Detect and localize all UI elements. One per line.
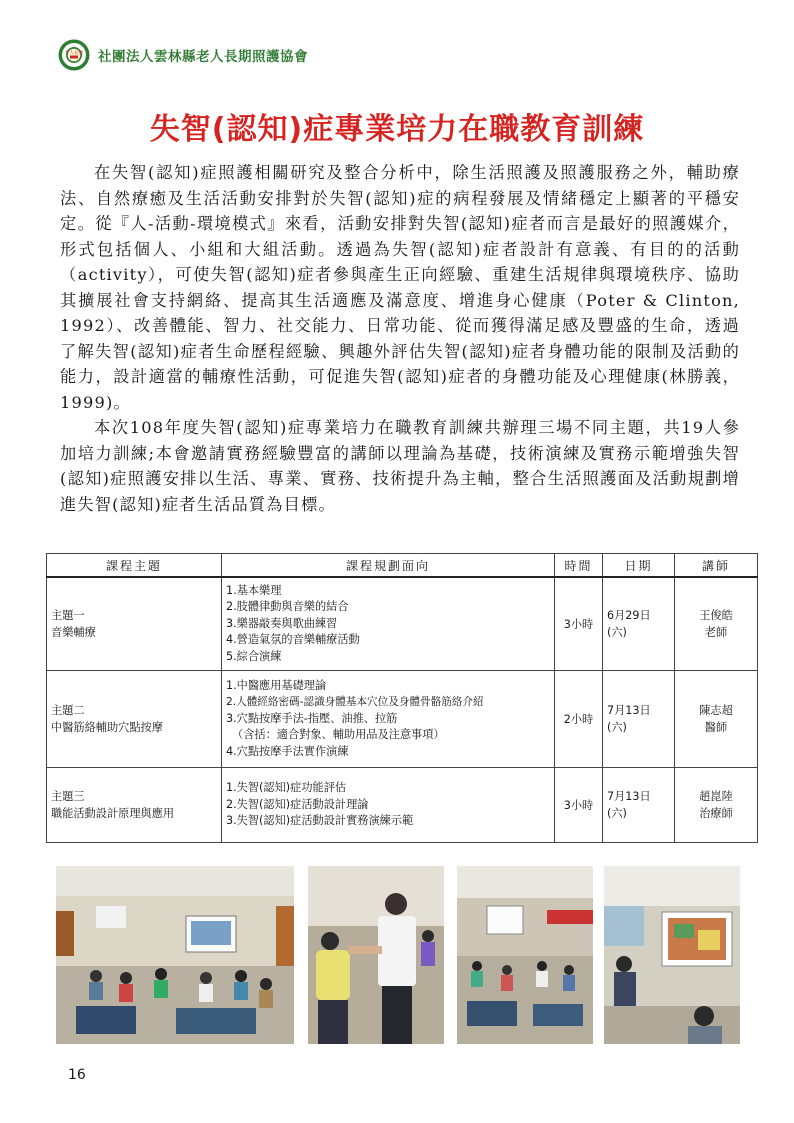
- photo-presentation: [604, 866, 740, 1044]
- teacher-cell: [675, 671, 758, 768]
- photo-workshop: [457, 866, 593, 1044]
- header-date: 日期: [603, 554, 675, 578]
- photo-massage-demo: [308, 866, 444, 1044]
- date-cell: [603, 671, 675, 768]
- plan-item: 5.綜合演練: [226, 649, 282, 663]
- plan-item: 1.基本樂理: [226, 583, 282, 597]
- teacher-name: 趙崑陸: [699, 790, 733, 803]
- date-cell: [603, 768, 675, 843]
- teacher-name: 王俊皓: [699, 609, 733, 622]
- teacher-cell: [675, 768, 758, 843]
- table-row: [47, 768, 758, 843]
- photo-classroom: [56, 866, 294, 1044]
- topic-name: 中醫筋絡輔助穴點按摩: [51, 721, 163, 734]
- paragraph-summary: 本次108年度失智(認知)症專業培力在職教育訓練共辦理三場不同主題，共19人參加培力訓練;本會邀請實務經驗豐富的講師以理論為基礎，技術演練及實務示範增強失智(認知)症照護安排以生活、專業、實務、技術提升為主軸，整合生活照護面及活動規劃增進失智(認知)症者生活品質為目標。: [60, 418, 740, 514]
- teacher-title: 醫師: [704, 721, 728, 734]
- weekday-value: (六): [607, 721, 627, 734]
- plan-item-note: （含括：適合對象、輔助用品及注意事項）: [232, 728, 445, 742]
- weekday-value: (六): [607, 626, 627, 639]
- date-value: 7月13日: [607, 704, 651, 717]
- plan-cell: [222, 768, 555, 843]
- date-value: 7月13日: [607, 790, 651, 803]
- table-header-row: [47, 554, 758, 578]
- plan-item: 3.樂器敲奏與歌曲練習: [226, 616, 338, 630]
- time-cell: 3小時: [555, 768, 603, 843]
- topic-cell: [47, 577, 222, 671]
- plan-item: 2.失智(認知)症活動設計理論: [226, 797, 369, 811]
- presentation-photo-icon: [604, 866, 740, 1044]
- header-teacher: 講師: [675, 554, 758, 578]
- teacher-title: 老師: [704, 626, 728, 639]
- paragraph-intro: 在失智(認知)症照護相關研究及整合分析中，除生活照護及照護服務之外，輔助療法、自然療癒及生活活動安排對於失智(認知)症的病程發展及情緒穩定上顯著的平穩安定。從『人-活動-環境模式』來看，活動安排對失智(認知)症者而言是最好的照護媒介，形式包括個人、小組和大組活動。透過為失智(認知)症者設計有意義、有目的的活動（activity），可使失智(認知)症者參與產生正向經驗、重建生活規律與環境秩序、協助其擴展社會支持網絡、提高其生活適應及滿意度、增進身心健康（Poter & Clinton, 1992）、改善體能、智力、社交能力、日常功能、從而獲得滿足感及豐盛的生命，透過了解失智(認知)症者生命歷程經驗、興趣外評估失智(認知)症者身體功能的限制及活動的能力，設計適當的輔療性活動，可促進失智(認知)症者的身體功能及心理健康(林勝義，1999)。: [60, 163, 740, 412]
- plan-item: 1.失智(認知)症功能評估: [226, 781, 347, 795]
- plan-item: 2.肢體律動與音樂的結合: [226, 600, 349, 614]
- date-value: 6月29日: [607, 609, 651, 622]
- topic-cell: [47, 671, 222, 768]
- teacher-cell: [675, 577, 758, 671]
- logo-text-top: 老人長照: [65, 51, 83, 56]
- topic-number: 主題一: [51, 609, 85, 622]
- course-table: [46, 553, 758, 843]
- table-row: [47, 671, 758, 768]
- header-time: 時間: [555, 554, 603, 578]
- plan-item: 3.穴點按摩手法-指壓、油推、拉筋: [226, 711, 398, 725]
- date-cell: [603, 577, 675, 671]
- plan-item: 1.中醫應用基礎理論: [226, 678, 327, 692]
- workshop-photo-icon: [457, 866, 593, 1044]
- topic-number: 主題三: [51, 790, 85, 803]
- article-body: [60, 160, 740, 517]
- page-header: [58, 38, 308, 72]
- teacher-title: 治療師: [699, 807, 733, 820]
- classroom-photo-icon: [56, 866, 294, 1044]
- topic-cell: [47, 768, 222, 843]
- plan-item: 3.失智(認知)症活動設計實務演練示範: [226, 814, 414, 828]
- teacher-name: 陳志超: [699, 704, 733, 717]
- plan-item: 4.營造氣氛的音樂輔療活動: [226, 633, 360, 647]
- massage-photo-icon: [308, 866, 444, 1044]
- weekday-value: (六): [607, 807, 627, 820]
- organization-name: 社團法人雲林縣老人長期照護協會: [98, 49, 308, 65]
- page-number: 16: [68, 1067, 86, 1083]
- page-title: 失智(認知)症專業培力在職教育訓練: [149, 112, 645, 147]
- plan-cell: [222, 671, 555, 768]
- table-row: [47, 577, 758, 671]
- topic-name: 職能活動設計原理與應用: [51, 807, 175, 820]
- topic-name: 音樂輔療: [51, 626, 96, 639]
- header-plan: 課程規劃面向: [222, 554, 555, 578]
- plan-item: 4.穴點按摩手法實作演練: [226, 744, 349, 758]
- topic-number: 主題二: [51, 704, 85, 717]
- association-logo-icon: [58, 39, 90, 71]
- plan-cell: [222, 577, 555, 671]
- time-cell: 2小時: [555, 671, 603, 768]
- plan-item: 2.人體經絡密碼-認識身體基本穴位及身體骨骼筋絡介紹: [226, 696, 484, 709]
- time-cell: 3小時: [555, 577, 603, 671]
- header-topic: 課程主題: [47, 554, 222, 578]
